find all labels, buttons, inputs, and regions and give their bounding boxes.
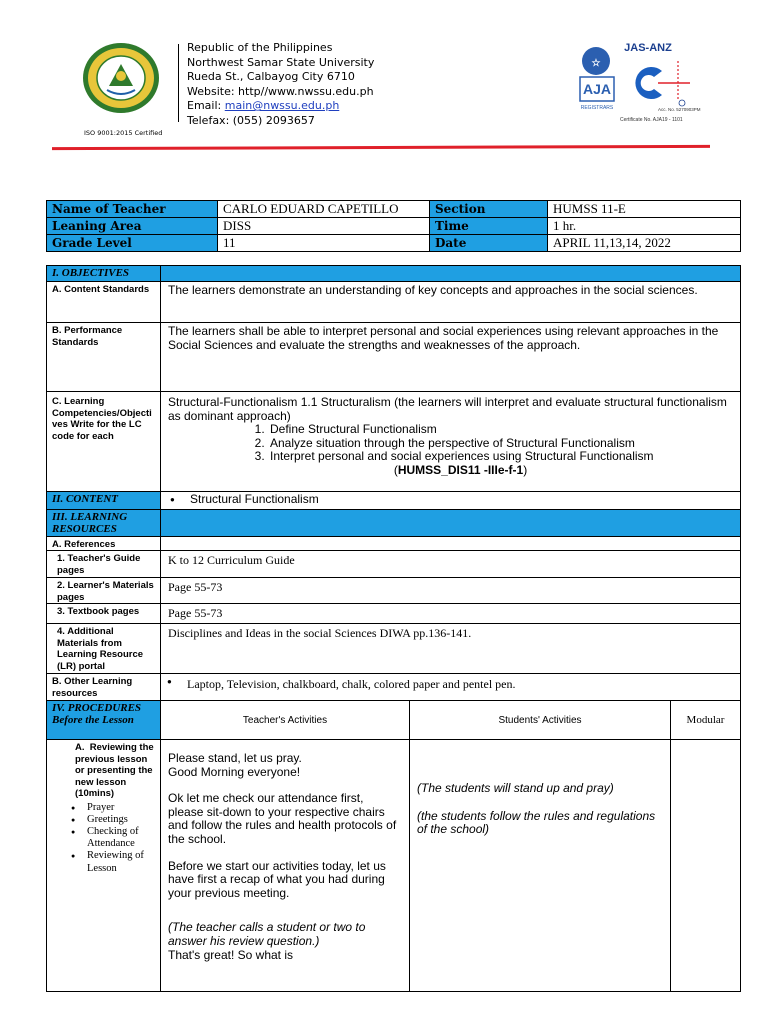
lc-code: (HUMSS_DIS11 -IIIe-f-1): [393, 462, 528, 477]
table-row: [47, 674, 741, 701]
list-item: ● Greetings: [71, 814, 147, 826]
objectives-header-fill: [161, 266, 741, 282]
table-row: [47, 604, 741, 624]
info-label: Section: [430, 201, 548, 218]
learning-competencies-cell: [161, 392, 741, 492]
resource-value: Page 55-73: [161, 604, 741, 624]
info-row: [47, 218, 741, 235]
svg-text:Acc. No. 5270903PM: Acc. No. 5270903PM: [658, 107, 701, 112]
list-item: ● Reviewing of Lesson: [71, 850, 147, 874]
list-item: ● Structural Functionalism: [168, 493, 733, 507]
review-label-cell: [47, 740, 161, 992]
resource-value: K to 12 Curriculum Guide: [161, 551, 741, 578]
info-label: Grade Level: [47, 235, 218, 252]
info-label: Date: [430, 235, 548, 252]
lc-objectives-list: [250, 423, 733, 464]
university-seal-logo: [82, 42, 160, 114]
modular-cell: [671, 740, 741, 992]
email-line: Email: main@nwssu.edu.ph: [187, 99, 340, 113]
resource-label: 4. Additional Materials from Learning Resource (LR) portal: [47, 624, 161, 674]
objectives-title: I. OBJECTIVES: [47, 266, 161, 282]
content-title: II. CONTENT: [47, 492, 161, 510]
table-row: [47, 624, 741, 674]
table-row: [47, 392, 741, 492]
svg-text:☆: ☆: [591, 58, 601, 69]
lesson-plan-table: [46, 265, 741, 992]
resources-header-row: [47, 509, 741, 536]
resource-label: 1. Teacher's Guide pages: [47, 551, 161, 578]
svg-text:JAS-ANZ: JAS-ANZ: [624, 42, 672, 54]
other-resources-label: B. Other Learning resources: [47, 674, 161, 701]
teacher-line: Please stand, let us pray.: [168, 751, 302, 766]
table-row: [47, 536, 741, 551]
email-link[interactable]: main@nwssu.edu.ph: [224, 99, 340, 113]
other-resources-cell: [161, 674, 741, 701]
review-label: A. Reviewing the previous lesson or presenting the new lesson (10mins): [75, 742, 154, 800]
svg-text:AJA: AJA: [582, 81, 612, 97]
table-row: [47, 551, 741, 578]
table-row: [47, 282, 741, 323]
teacher-info-table: [46, 200, 741, 252]
modular-header: Modular: [671, 701, 741, 740]
list-item: ● Checking of Attendance: [71, 826, 147, 850]
table-row: [47, 323, 741, 392]
review-row: [47, 740, 741, 992]
list-item: ● Laptop, Television, chalkboard, chalk, colored paper and pentel pen.: [165, 677, 736, 692]
certification-logo: [574, 39, 701, 127]
performance-standards-text: The learners shall be able to interpret personal and social experiences using relevant approaches in the Social Sciences and evaluate the strengths and weaknesses of the approach.: [161, 323, 741, 392]
teacher-activities-cell: [161, 740, 410, 992]
teacher-activities-header: Teacher's Activities: [161, 701, 410, 740]
learning-area-value: DISS: [218, 218, 430, 235]
students-activities-cell: [410, 740, 671, 992]
info-row: [47, 235, 741, 252]
content-cell: [161, 492, 741, 510]
university-name: Northwest Samar State University: [187, 55, 375, 69]
list-item: 1. Define Structural Functionalism: [268, 423, 733, 437]
website-line: Website: http//www.nwssu.edu.ph: [187, 84, 374, 98]
table-row: [47, 578, 741, 604]
telefax-line: Telefax: (055) 2093657: [187, 113, 315, 127]
procedures-title: IV. PROCEDURES Before the Lesson: [47, 701, 161, 740]
student-line: (The students will stand up and pray): [417, 781, 614, 796]
date-value: APRIL 11,13,14, 2022: [548, 235, 741, 252]
performance-standards-label: B. Performance Standards: [47, 323, 161, 392]
university-info: [187, 41, 374, 129]
teacher-name: CARLO EDUARD CAPETILLO: [218, 201, 430, 218]
teacher-line: Good Morning everyone!: [168, 764, 301, 779]
list-item: 3. Interpret personal and social experiences using Structural Functionalism: [268, 450, 733, 464]
header-divider: [178, 44, 179, 122]
student-line: (the students follow the rules and regulations of the school): [417, 808, 656, 837]
review-steps-list: [71, 802, 156, 875]
resource-label: 2. Learner's Materials pages: [47, 578, 161, 604]
list-item: 2. Analyze situation through the perspective of Structural Functionalism: [268, 437, 733, 451]
teacher-line: (The teacher calls a student or two to answer his review question.): [168, 920, 366, 949]
resource-value: Page 55-73: [161, 578, 741, 604]
svg-text:Certificate No. AJA19 - 1101: Certificate No. AJA19 - 1101: [620, 117, 683, 123]
lc-intro: Structural-Functionalism 1.1 Structuralism (the learners will interpret and evaluate structural functionalism as dominant approach): [168, 395, 727, 423]
content-standards-text: The learners demonstrate an understanding of key concepts and approaches in the social sciences.: [161, 282, 741, 323]
info-label: Leaning Area: [47, 218, 218, 235]
list-item: ● Prayer: [71, 802, 147, 814]
time-value: 1 hr.: [548, 218, 741, 235]
teacher-line: Before we start our activities today, let us have first a recap of what you had during your previous meeting.: [168, 858, 386, 900]
section-value: HUMSS 11-E: [548, 201, 741, 218]
learning-competencies-label: C. Learning Competencies/Objecti ves Write for the LC code for each: [47, 392, 161, 492]
resource-value: Disciplines and Ideas in the social Sciences DIWA pp.136-141.: [161, 624, 741, 674]
address-line: Rueda St., Calbayog City 6710: [187, 70, 355, 84]
resources-title: III. LEARNING RESOURCES: [47, 509, 161, 536]
content-standards-label: A. Content Standards: [47, 282, 161, 323]
content-row: [47, 492, 741, 510]
header-red-rule: [52, 145, 710, 150]
grade-level-value: 11: [218, 235, 430, 252]
objectives-header-row: [47, 266, 741, 282]
iso-certification: ISO 9001:2015 Certified: [84, 129, 163, 137]
teacher-line: That's great! So what is: [168, 947, 294, 962]
info-row: [47, 201, 741, 218]
procedures-header-row: [47, 701, 741, 740]
resource-label: 3. Textbook pages: [47, 604, 161, 624]
teacher-line: Ok let me check our attendance first, please sit-down to your respective chairs and follow the rules and health protocols of the school.: [168, 791, 397, 847]
republic-line: Republic of the Philippines: [187, 41, 333, 54]
info-label: Time: [430, 218, 548, 235]
students-activities-header: Students' Activities: [410, 701, 671, 740]
svg-text:REGISTRARS: REGISTRARS: [580, 105, 614, 111]
resources-header-fill: [161, 509, 741, 536]
references-empty: [161, 536, 741, 551]
references-label: A. References: [47, 536, 161, 551]
info-label: Name of Teacher: [47, 201, 218, 218]
